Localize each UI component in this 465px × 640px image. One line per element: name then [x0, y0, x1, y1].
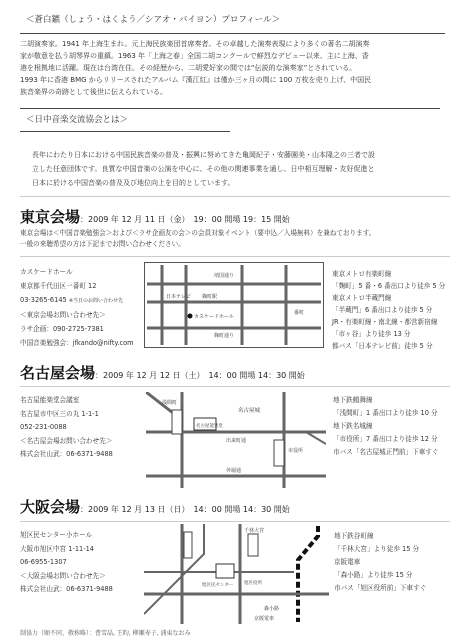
osaka-venue-address: 大阪市旭区中宮 1-11-14 — [20, 544, 94, 553]
tokyo-venue-phone: 03-3265-6145 ※当日のお問い合わせ先 — [20, 296, 124, 304]
nagoya-access — [333, 394, 439, 459]
tokyo-access-line: 東京メトロ半蔵門線 — [332, 294, 392, 302]
tokyo-access-line: 「市ヶ谷」より徒歩 13 分 — [332, 330, 411, 338]
nagoya-access-line: 「浅間町」1 番出口より徒歩 10 分 — [333, 409, 438, 417]
profile-header: ＜蒼白鑣（しょう・はくよう／シアオ・バイヨン）プロフィール＞ — [26, 15, 281, 25]
profile-line: 1993 年に香港 BMG からリリースされたアルバム『漢江紅』は僅か三ヶ月の間に 100 万枚を売り上げ、中国民 — [20, 76, 372, 84]
map-label: 番町 — [294, 310, 305, 316]
map-label: 麹町通り — [214, 333, 235, 339]
profile-line: 族音楽界の奇跡として後世に伝えられている。 — [20, 88, 167, 96]
nagoya-contact: 株式会社山武：06-6371-9488 — [20, 450, 113, 458]
nagoya-venue-info — [20, 394, 113, 462]
map-label: 旭区民センター — [202, 583, 234, 588]
venue-marker-icon — [216, 564, 234, 578]
osaka-contact: 株式会社山武：06-6371-9488 — [20, 585, 113, 593]
osaka-heading — [20, 496, 290, 517]
osaka-map — [144, 524, 329, 624]
tokyo-notes — [20, 228, 375, 250]
map-label: 市役所 — [288, 448, 304, 454]
osaka-venue-info — [20, 529, 113, 597]
association-header-rule — [20, 131, 230, 132]
association-header: ＜日中音楽交流協会とは＞ — [26, 115, 129, 125]
credit-line: 制協力（順不同、敬称略）：曹雪晶, 王昀, 柳瀬寿子, 浦東なおみ — [20, 630, 191, 637]
tokyo-access-line: 「半蔵門」6 番出口より徒歩 5 分 — [332, 306, 433, 314]
nagoya-access-line: 市バス「名古屋城正門前」下車すぐ — [333, 448, 439, 456]
nagoya-access-line: 地下鉄名城線 — [333, 422, 373, 430]
tokyo-access — [332, 268, 445, 352]
tokyo-venue-info — [20, 265, 134, 350]
tokyo-access-line: 都バス「日本テレビ前」徒歩 5 分 — [332, 342, 433, 350]
divider — [20, 521, 450, 522]
tokyo-contact-header: ＜東京会場お問い合わせ先＞ — [20, 311, 106, 319]
tokyo-date: ：2009 年 12 月 11 日（金） 19：00 開場 19：15 開始 — [80, 215, 290, 224]
osaka-contact-header: ＜大阪会場お問い合わせ先＞ — [20, 571, 106, 580]
profile-body — [20, 38, 450, 98]
map-label: 名古屋能楽堂 — [196, 424, 223, 429]
tokyo-venue-name: カスケードホール — [20, 268, 73, 276]
map-label: 浅間町 — [162, 400, 178, 406]
osaka-access — [334, 530, 426, 595]
osaka-access-line: 「千林大宮」より徒歩 15 分 — [334, 545, 420, 553]
nagoya-heading — [20, 362, 305, 383]
nagoya-date: ：2009 年 12 月 12 日（土） 14：00 開場 14：30 開始 — [95, 371, 305, 380]
association-line: 長年にわたり日本における中国民族音楽の普及・振興に努めてきた亀岡紀子・安藤園美・山本隆之の三者で設 — [32, 151, 375, 159]
map-label: 靖国通り — [214, 273, 235, 279]
map-label: 麹町駅 — [202, 294, 218, 300]
osaka-access-line: 「森小路」より徒歩 15 分 — [334, 571, 413, 579]
osaka-access-line: 地下鉄谷町線 — [334, 532, 374, 540]
profile-line: 家が敬意を払う胡琴界の重鎮。1963 年「上海之春」全国二胡コンクールで鮮烈なデビュー以来、主に上海、香 — [20, 52, 369, 60]
divider — [20, 256, 450, 257]
nagoya-venue-name: 名古屋能楽堂会議室 — [20, 396, 80, 404]
tokyo-note: 一般の来聴希望の方は下記までお問い合わせください。 — [20, 240, 185, 248]
osaka-access-line: 市バス「旭区役所前」下車すぐ — [334, 584, 427, 592]
tokyo-phone-note: ※当日のお問い合わせ先 — [68, 298, 124, 304]
tokyo-contact-2: 中国音楽勉強会：jfkando@nifty.com — [20, 339, 134, 347]
profile-line: 二胡演奏家。1941 年上海生まれ。元上海民族楽団首席奏者。その卓越した演奏表現により多くの著名二胡演奏 — [20, 40, 370, 48]
nagoya-map — [146, 392, 326, 488]
tokyo-access-line: 「麹町」5 番・6 番出口より徒歩 5 分 — [332, 282, 446, 290]
nagoya-venue-phone: 052-231-0088 — [20, 423, 67, 431]
map-label: 森小路 — [264, 606, 280, 612]
divider — [20, 386, 450, 387]
tokyo-access-line: JR・有楽町線・南北線・都営新宿線 — [332, 318, 438, 326]
association-body — [32, 148, 452, 190]
map-label: 旭区役所 — [244, 581, 262, 586]
map-label: 出来町通 — [226, 438, 247, 444]
osaka-venue-phone: 06-6955-1307 — [20, 558, 67, 566]
association-top-rule — [20, 108, 440, 109]
nagoya-venue-address: 名古屋市中区三の丸 1-1-1 — [20, 409, 99, 418]
tokyo-contact-1: ラサ企画：090-2725-7381 — [20, 325, 104, 333]
osaka-venue-name: 旭区民センター小ホール — [20, 531, 93, 539]
map-label: 名古屋城 — [238, 408, 261, 414]
map-label: 京阪電車 — [254, 616, 275, 622]
map-label: 千林大宮 — [244, 528, 265, 534]
association-line: 日本に於ける中国音楽の普及及び地位向上を目的としています。 — [32, 179, 235, 187]
tokyo-note: 東京会場は＜中国音楽勉強会＞および＜ラサ企画友の会＞の会員対象イベント（要申込／入場無料）を兼ねております。 — [20, 229, 376, 237]
profile-line: 港を根拠地に活躍。現在は台湾在住。その経歴から、二胡愛好家の間では“伝説的な演奏家”とされている。 — [20, 64, 357, 72]
tokyo-access-line: 東京メトロ有楽町線 — [332, 270, 392, 278]
nagoya-access-line: 「市役所」7 番出口より徒歩 12 分 — [333, 435, 438, 443]
osaka-date: ：2009 年 12 月 13 日（日） 14：00 開場 14：30 開始 — [80, 505, 290, 514]
nagoya-access-line: 地下鉄鶴舞線 — [333, 396, 373, 404]
tokyo-title: 東京会場 — [20, 208, 81, 226]
osaka-title: 大阪会場 — [20, 498, 81, 516]
divider — [20, 196, 450, 197]
map-label: 日本テレビ — [166, 294, 191, 300]
association-line: 立した任意団体です。良質な中国音楽の公演を中心に、その他の関連事業を通し、日中相互理解・友好促進と — [32, 165, 375, 173]
map-label: カスケードホール — [194, 314, 234, 320]
tokyo-venue-address: 東京都千代田区一番町 12 — [20, 282, 97, 290]
tokyo-map — [144, 262, 324, 348]
map-label: 外堀通 — [226, 468, 242, 474]
venue-marker-icon — [188, 314, 193, 319]
tokyo-heading — [20, 206, 290, 227]
osaka-access-line: 京阪電車 — [334, 558, 361, 566]
nagoya-contact-header: ＜名古屋会場お問い合わせ先＞ — [20, 436, 113, 445]
nagoya-title: 名古屋会場 — [20, 364, 96, 382]
profile-header-rule — [20, 33, 445, 34]
